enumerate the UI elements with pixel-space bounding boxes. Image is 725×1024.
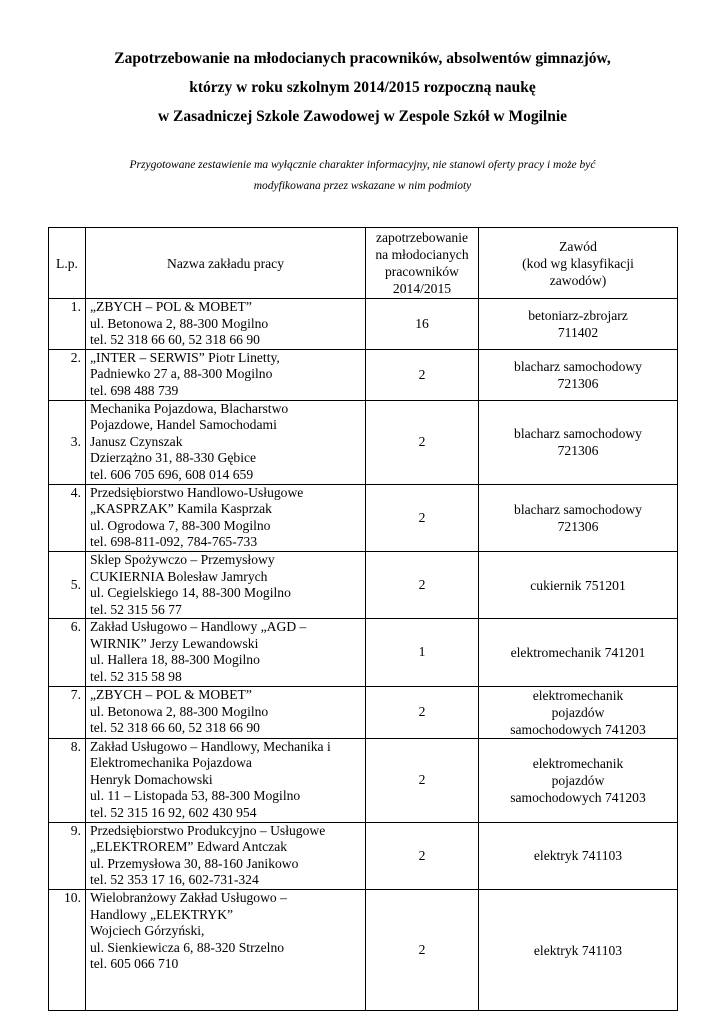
row-demand: 16 — [366, 299, 479, 350]
employer-line: tel. 606 705 696, 608 014 659 — [90, 466, 254, 482]
row-demand: 2 — [366, 822, 479, 889]
header-profession-line: Zawód — [559, 238, 597, 254]
row-profession — [479, 890, 678, 1011]
row-demand: 2 — [366, 738, 479, 822]
row-employer — [86, 551, 366, 618]
table-row — [49, 349, 678, 400]
employer-line: „ELEKTROREM” Edward Antczak — [90, 839, 288, 855]
employer-line: Padniewko 27 a, 88-300 Mogilno — [90, 366, 273, 382]
table-row — [49, 822, 678, 889]
table-row — [49, 738, 678, 822]
row-employer — [86, 400, 366, 484]
profession-line: samochodowych 741203 — [510, 789, 646, 805]
employer-line: tel. 698-811-092, 784-765-733 — [90, 534, 258, 550]
title-line: którzy w roku szkolnym 2014/2015 rozpoczną naukę — [189, 79, 536, 96]
row-employer — [86, 619, 366, 686]
employer-line: Przedsiębiorstwo Handlowo-Usługowe — [90, 484, 304, 500]
row-profession — [479, 299, 678, 350]
row-employer — [86, 299, 366, 350]
employer-line: CUKIERNIA Bolesław Jamrych — [90, 568, 268, 584]
table-row — [49, 686, 678, 738]
row-employer — [86, 686, 366, 738]
header-lp: L.p. — [49, 228, 86, 299]
table-row — [49, 484, 678, 551]
employer-line: ul. Betonowa 2, 88-300 Mogilno — [90, 703, 269, 719]
employer-line: WIRNIK” Jerzy Lewandowski — [90, 635, 259, 651]
row-profession — [479, 400, 678, 484]
row-employer — [86, 738, 366, 822]
profession-line: elektromechanik — [532, 755, 624, 771]
employer-line: „ZBYCH – POL & MOBET” — [90, 299, 252, 314]
profession-line: elektromechanik — [532, 687, 624, 703]
row-lp: 3. — [49, 400, 86, 484]
disclaimer-note — [60, 155, 665, 197]
row-employer — [86, 349, 366, 400]
row-lp: 8. — [49, 738, 86, 822]
note-line: Przygotowane zestawienie ma wyłącznie charakter informacyjny, nie stanowi oferty pracy i może być — [129, 159, 596, 171]
profession-line: blacharz samochodowy — [514, 358, 642, 374]
row-demand: 2 — [366, 484, 479, 551]
row-lp: 4. — [49, 484, 86, 551]
employer-line: Przedsiębiorstwo Produkcyjno – Usługowe — [90, 822, 326, 838]
title-line: Zapotrzebowanie na młodocianych pracowników, absolwentów gimnazjów, — [114, 50, 611, 67]
profession-line: cukiernik 751201 — [530, 577, 626, 593]
header-demand-line: na młodocianych — [375, 247, 469, 262]
row-profession — [479, 619, 678, 686]
table-row — [49, 890, 678, 1011]
header-name: Nazwa zakładu pracy — [86, 228, 366, 299]
employer-line: Zakład Usługowo – Handlowy „AGD – — [90, 619, 307, 635]
row-employer — [86, 484, 366, 551]
table-header-row — [49, 228, 678, 299]
note-line: modyfikowana przez wskazane w nim podmioty — [253, 180, 472, 192]
employer-line: Mechanika Pojazdowa, Blacharstwo — [90, 400, 289, 416]
row-employer — [86, 890, 366, 1011]
table-row — [49, 299, 678, 350]
header-profession-line: (kod wg klasyfikacji — [522, 255, 634, 271]
employer-line: „ZBYCH – POL & MOBET” — [90, 687, 252, 703]
title-line: w Zasadniczej Szkole Zawodowej w Zespole Szkół w Mogilnie — [157, 108, 568, 125]
employer-line: „KASPRZAK” Kamila Kasprzak — [90, 501, 272, 517]
header-demand-line: pracowników — [385, 264, 459, 279]
row-lp: 10. — [49, 890, 86, 1011]
employer-line: tel. 52 353 17 16, 602-731-324 — [90, 872, 259, 888]
profession-line: elektryk 741103 — [533, 848, 623, 864]
profession-line: 721306 — [557, 443, 599, 459]
document-title — [0, 44, 725, 131]
row-lp: 9. — [49, 822, 86, 889]
employer-line: Elektromechanika Pojazdowa — [90, 755, 252, 771]
header-demand-line: zapotrzebowanie — [375, 230, 469, 245]
employer-line: tel. 52 315 16 92, 602 430 954 — [90, 805, 257, 821]
profession-line: pojazdów — [551, 772, 605, 788]
row-lp: 7. — [49, 686, 86, 738]
employer-line: tel. 605 066 710 — [90, 956, 179, 972]
row-lp: 2. — [49, 349, 86, 400]
profession-line: samochodowych 741203 — [510, 721, 646, 737]
employer-line: „INTER – SERWIS” Piotr Linetty, — [90, 349, 280, 365]
header-profession — [479, 228, 678, 299]
employer-line: ul. Przemysłowa 30, 88-160 Janikowo — [90, 855, 299, 871]
row-lp: 1. — [49, 299, 86, 350]
employer-line: tel. 52 315 58 98 — [90, 669, 182, 685]
employer-line: Zakład Usługowo – Handlowy, Mechanika i — [90, 738, 331, 754]
employer-line: tel. 52 318 66 60, 52 318 66 90 — [90, 720, 260, 736]
employer-line: tel. 52 318 66 60, 52 318 66 90 — [90, 332, 260, 348]
employer-line: Handlowy „ELEKTRYK” — [90, 906, 234, 922]
table-row — [49, 619, 678, 686]
table-row — [49, 400, 678, 484]
employer-line: ul. Betonowa 2, 88-300 Mogilno — [90, 315, 269, 331]
employer-line: Henryk Domachowski — [90, 771, 213, 787]
employer-line: Pojazdowe, Handel Samochodami — [90, 417, 277, 433]
row-demand: 2 — [366, 349, 479, 400]
header-profession-line: zawodów) — [549, 272, 607, 288]
employer-line: Sklep Spożywczo – Przemysłowy — [90, 551, 275, 567]
employer-line: Dzierzążno 31, 88-330 Gębice — [90, 450, 257, 466]
profession-line: betoniarz-zbrojarz — [528, 307, 628, 323]
profession-line: elektryk 741103 — [533, 942, 623, 958]
row-profession — [479, 822, 678, 889]
header-demand — [366, 228, 479, 299]
table-row — [49, 551, 678, 618]
header-demand-line: 2014/2015 — [392, 281, 452, 296]
row-profession — [479, 484, 678, 551]
row-profession — [479, 738, 678, 822]
profession-line: 711402 — [557, 324, 599, 340]
row-demand: 2 — [366, 551, 479, 618]
row-profession — [479, 551, 678, 618]
employer-line: ul. Sienkiewicza 6, 88-320 Strzelno — [90, 939, 285, 955]
row-demand: 2 — [366, 686, 479, 738]
profession-line: elektromechanik 741201 — [510, 644, 646, 660]
profession-line: pojazdów — [551, 704, 605, 720]
profession-line: 721306 — [557, 518, 599, 534]
row-lp: 5. — [49, 551, 86, 618]
employer-line: Wojciech Górzyński, — [90, 923, 205, 939]
row-profession — [479, 349, 678, 400]
row-demand: 1 — [366, 619, 479, 686]
employer-line: ul. Cegielskiego 14, 88-300 Mogilno — [90, 585, 291, 601]
employer-line: Janusz Czynszak — [90, 433, 183, 449]
row-demand: 2 — [366, 890, 479, 1011]
row-lp: 6. — [49, 619, 86, 686]
employer-line: tel. 52 315 56 77 — [90, 601, 182, 617]
employer-line: tel. 698 488 739 — [90, 382, 179, 398]
profession-line: 721306 — [557, 375, 599, 391]
employer-line: ul. 11 – Listopada 53, 88-300 Mogilno — [90, 788, 301, 804]
employer-line: ul. Ogrodowa 7, 88-300 Mogilno — [90, 517, 271, 533]
employer-line: ul. Hallera 18, 88-300 Mogilno — [90, 652, 260, 668]
employer-line: Wielobranżowy Zakład Usługowo – — [90, 890, 287, 905]
employers-table — [48, 227, 678, 1011]
row-profession — [479, 686, 678, 738]
profession-line: blacharz samochodowy — [514, 426, 642, 442]
row-demand: 2 — [366, 400, 479, 484]
profession-line: blacharz samochodowy — [514, 501, 642, 517]
row-employer — [86, 822, 366, 889]
